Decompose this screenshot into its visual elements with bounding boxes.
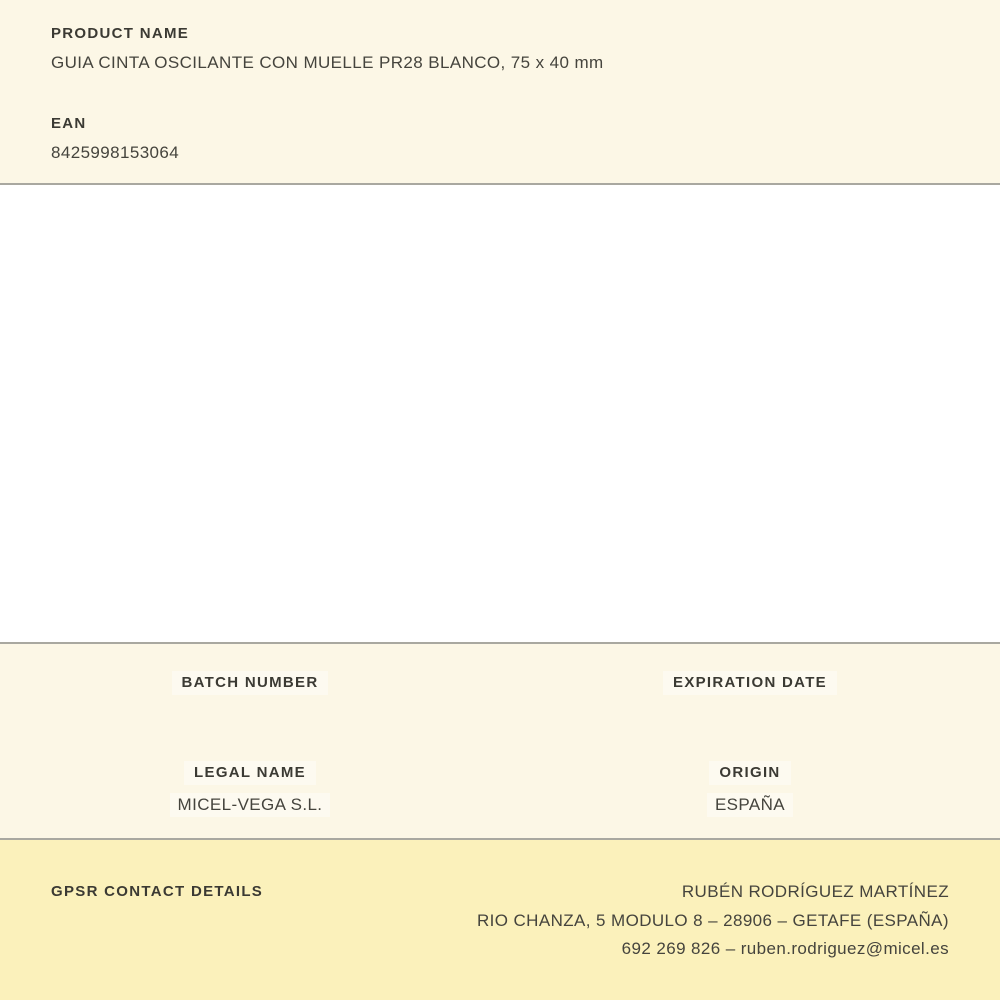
- expiration-date-value: [500, 703, 1000, 725]
- legal-name-cell: [0, 761, 500, 838]
- legal-name-text: MICEL-VEGA S.L.: [170, 793, 331, 817]
- origin-text: ESPAÑA: [707, 793, 793, 817]
- legal-name-label: LEGAL NAME: [184, 761, 316, 785]
- gpsr-contact-phone-email: 692 269 826 – ruben.rodriguez@micel.es: [621, 939, 949, 958]
- gpsr-heading: GPSR CONTACT DETAILS: [51, 883, 264, 900]
- batch-number-value: [0, 703, 500, 725]
- ean-value: 8425998153064: [51, 143, 180, 162]
- details-section: [0, 644, 1000, 840]
- product-image-placeholder: [0, 185, 1000, 644]
- origin-value: [500, 793, 1000, 817]
- gpsr-contact-address: RIO CHANZA, 5 MODULO 8 – 28906 – GETAFE (ESPAÑA): [476, 910, 949, 930]
- batch-number-label: BATCH NUMBER: [172, 671, 329, 695]
- batch-number-cell: [0, 671, 500, 761]
- legal-name-value: [0, 793, 500, 817]
- ean-label: EAN: [51, 115, 87, 132]
- expiration-date-label: EXPIRATION DATE: [663, 671, 837, 695]
- gpsr-contact-section: [0, 840, 1000, 1000]
- product-info-section: [0, 0, 1000, 185]
- expiration-date-cell: [500, 671, 1000, 761]
- origin-cell: [500, 761, 1000, 838]
- product-name-label: PRODUCT NAME: [51, 25, 190, 42]
- product-name-value: GUIA CINTA OSCILANTE CON MUELLE PR28 BLANCO, 75 x 40 mm: [51, 53, 604, 72]
- gpsr-contact-block: [477, 878, 949, 964]
- gpsr-contact-name: RUBÉN RODRÍGUEZ MARTÍNEZ: [681, 882, 949, 901]
- origin-label: ORIGIN: [709, 761, 790, 785]
